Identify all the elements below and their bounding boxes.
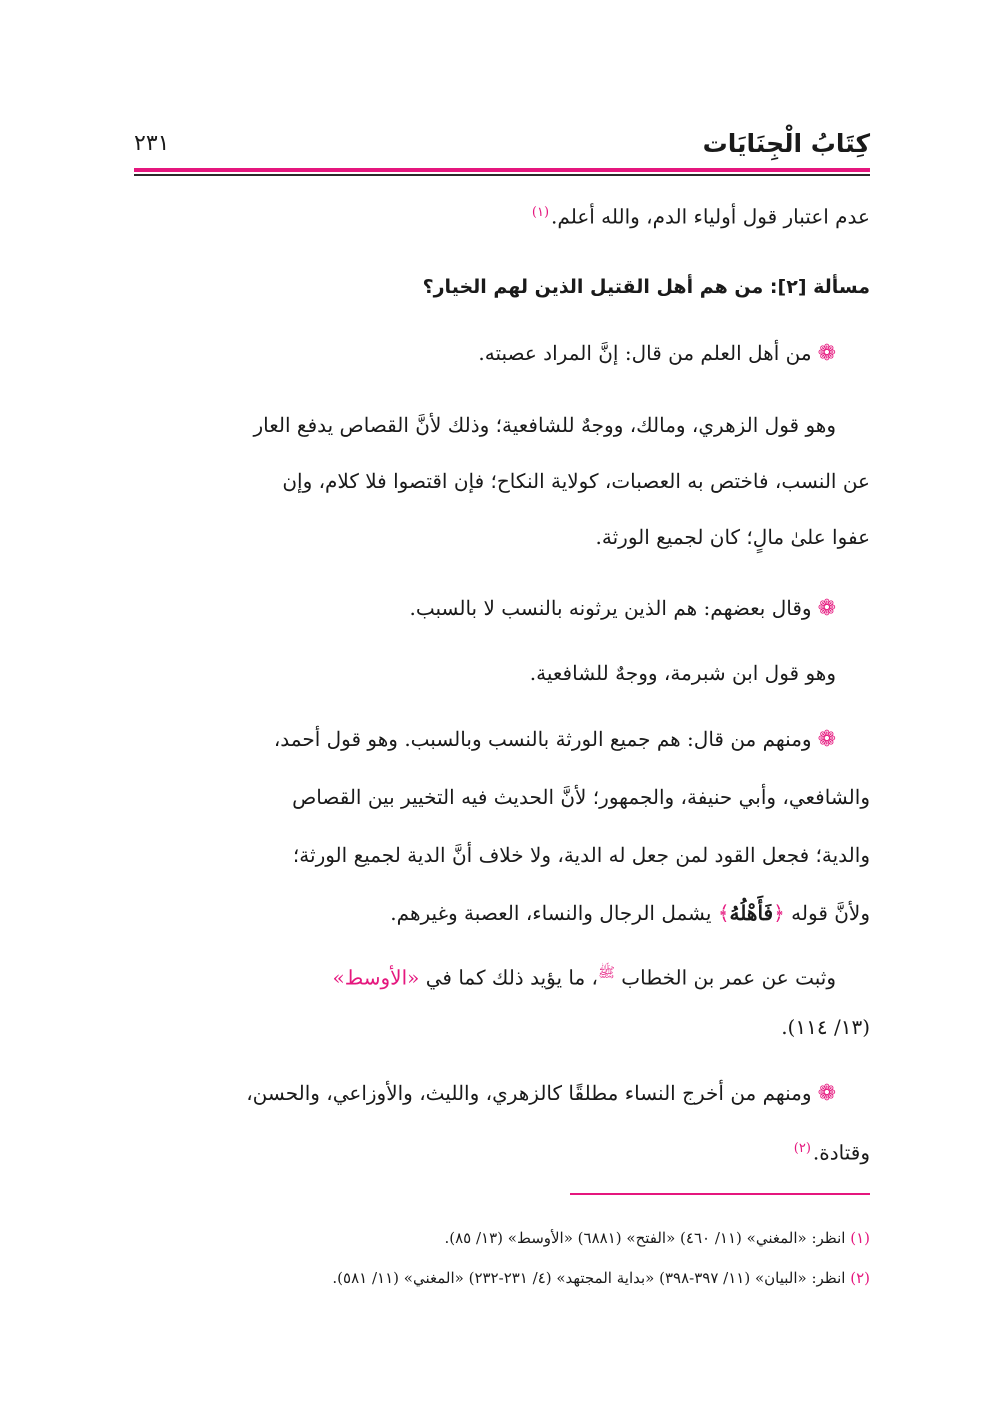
paragraph-line bbox=[134, 522, 870, 552]
flower-ornament-icon: ❁ bbox=[817, 341, 836, 366]
quran-bracket-close: ﴾ bbox=[717, 901, 730, 925]
flower-ornament-icon: ❁ bbox=[817, 596, 836, 621]
paragraph-text: يشمل الرجال والنساء، العصبة وغيرهم. bbox=[390, 901, 712, 925]
paragraph-text: (١٣/ ١١٤). bbox=[781, 1015, 870, 1039]
flower-ornament-icon: ❁ bbox=[817, 1081, 836, 1106]
paragraph-line bbox=[134, 658, 870, 688]
opinion-3-text: ومنهم من قال: هم جميع الورثة بالنسب وبالسبب. وهو قول أحمد، bbox=[273, 727, 812, 751]
footnote-2 bbox=[134, 1266, 870, 1290]
header-rule-dark bbox=[134, 174, 870, 176]
paragraph-text: وقتادة. bbox=[812, 1140, 870, 1165]
opinion-1-text: من أهل العلم من قال: إنَّ المراد عصبته. bbox=[478, 341, 812, 365]
opinion-4 bbox=[134, 1078, 870, 1109]
paragraph-text: والشافعي، وأبي حنيفة، والجمهور؛ لأنَّ الحديث فيه التخيير بين القصاص bbox=[292, 785, 870, 809]
issue-title: من هم أهل القتيل الذين لهم الخيار؟ bbox=[422, 276, 764, 298]
continuation-text: عدم اعتبار قول أولياء الدم، والله أعلم. bbox=[551, 204, 870, 229]
paragraph-line bbox=[134, 466, 870, 496]
issue-label: مسألة [٢]: bbox=[769, 276, 870, 298]
opinion-2 bbox=[134, 593, 870, 624]
quran-bracket-open: ﴿ bbox=[773, 901, 785, 925]
paragraph-text: عفوا علىٰ مالٍ؛ كان لجميع الورثة. bbox=[595, 525, 870, 549]
paragraph-text: وهو قول ابن شبرمة، ووجهٌ للشافعية. bbox=[529, 661, 836, 685]
quran-word: فَأَهْلُهُ bbox=[729, 901, 774, 925]
paragraph-line bbox=[134, 782, 870, 812]
footnote-text: انظر: «المغني» (١١/ ٤٦٠) «الفتح» (٦٨٨١) «الأوسط» (١٣/ ٨٥). bbox=[444, 1229, 846, 1247]
paragraph-text: عن النسب، فاختص به العصبات، كولاية النكاح؛ فإن اقتصوا فلا كلام، وإن bbox=[282, 469, 870, 493]
continuation-line bbox=[134, 198, 870, 232]
paragraph-text: وهو قول الزهري، ومالك، ووجهٌ للشافعية؛ وذلك لأنَّ القصاص يدفع العار bbox=[253, 413, 836, 437]
flower-ornament-icon: ❁ bbox=[817, 727, 836, 752]
paragraph-line bbox=[134, 1134, 870, 1168]
page-number: ٢٣١ bbox=[134, 131, 170, 156]
paragraph-text: والدية؛ فجعل القود لمن جعل له الدية، ولا خلاف أنَّ الدية لجميع الورثة؛ bbox=[292, 843, 870, 867]
issue-heading bbox=[134, 272, 870, 302]
opinion-1 bbox=[134, 338, 870, 369]
honorific-icon: ﷺ bbox=[598, 965, 615, 981]
footnote-separator bbox=[570, 1193, 870, 1195]
footnote-text: انظر: «البيان» (١١/ ٣٩٧-٣٩٨) «بداية المجتهد» (٤/ ٢٣١-٢٣٢) «المغني» (١١/ ٥٨١). bbox=[332, 1269, 846, 1287]
opinion-3 bbox=[134, 724, 870, 755]
paragraph-line bbox=[134, 898, 870, 928]
chapter-title: كِتَابُ الْجِنَايَات bbox=[702, 129, 870, 158]
footnote-number: (٢) bbox=[850, 1269, 870, 1287]
page-header bbox=[134, 122, 870, 166]
paragraph-line bbox=[134, 958, 870, 993]
footnote-ref-1[interactable]: (١) bbox=[531, 205, 550, 220]
source-title: «الأوسط» bbox=[332, 965, 420, 990]
paragraph-line bbox=[134, 410, 870, 440]
header-rule-accent bbox=[134, 168, 870, 172]
paragraph-line bbox=[134, 1012, 870, 1042]
opinion-2-text: وقال بعضهم: هم الذين يرثونه بالنسب لا بالسبب. bbox=[409, 596, 812, 620]
paragraph-line bbox=[134, 840, 870, 870]
opinion-4-text: ومنهم من أخرج النساء مطلقًا كالزهري، والليث، والأوزاعي، والحسن، bbox=[246, 1081, 812, 1105]
footnote-number: (١) bbox=[850, 1229, 870, 1247]
paragraph-text: ، ما يؤيد ذلك كما في bbox=[425, 965, 599, 990]
footnote-ref-2[interactable]: (٢) bbox=[793, 1141, 811, 1156]
paragraph-text: ولأنَّ قوله bbox=[791, 901, 870, 925]
paragraph-text: وثبت عن عمر بن الخطاب bbox=[621, 965, 836, 990]
footnote-1 bbox=[134, 1226, 870, 1250]
